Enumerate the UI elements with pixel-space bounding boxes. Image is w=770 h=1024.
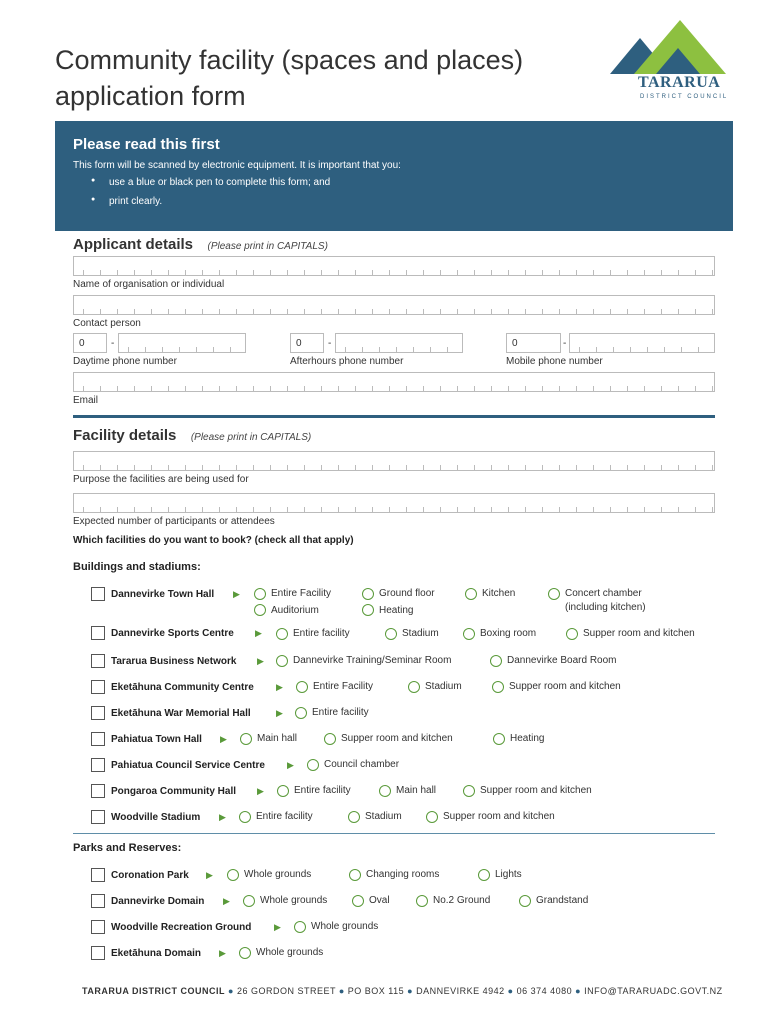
option-label: Whole grounds — [260, 895, 328, 906]
option-radio[interactable] — [493, 733, 505, 745]
venue-checkbox[interactable] — [91, 758, 105, 772]
option-label: Stadium — [402, 628, 439, 639]
option-radio[interactable] — [276, 628, 288, 640]
applicant-section-header — [73, 236, 328, 254]
organisation-label: Name of organisation or individual — [73, 279, 225, 290]
option-radio[interactable] — [295, 707, 307, 719]
arrow-icon: ▶ — [220, 734, 227, 744]
afterhours-phone-field[interactable] — [335, 333, 463, 353]
option-label: Oval — [369, 895, 390, 906]
option-radio[interactable] — [240, 733, 252, 745]
park-name: Woodville Recreation Ground — [111, 922, 252, 933]
logo-subtitle: DISTRICT COUNCIL — [640, 94, 729, 100]
option-radio[interactable] — [239, 947, 251, 959]
option-radio[interactable] — [352, 895, 364, 907]
venue-checkbox[interactable] — [91, 587, 105, 601]
council-logo — [608, 18, 730, 102]
venue-checkbox[interactable] — [91, 626, 105, 640]
park-checkbox[interactable] — [91, 946, 105, 960]
option-radio[interactable] — [478, 869, 490, 881]
venue-name: Dannevirke Sports Centre — [111, 628, 234, 639]
footer-phone: 06 374 4080 — [516, 986, 573, 996]
option-radio[interactable] — [243, 895, 255, 907]
option-radio[interactable] — [566, 628, 578, 640]
option-label: Dannevirke Training/Seminar Room — [293, 655, 452, 666]
option-radio[interactable] — [307, 759, 319, 771]
option-radio[interactable] — [463, 628, 475, 640]
arrow-icon: ▶ — [219, 812, 226, 822]
option-label: Grandstand — [536, 895, 589, 906]
buildings-heading: Buildings and stadiums: — [73, 561, 201, 573]
applicant-title: Applicant details — [73, 236, 194, 253]
contact-person-label: Contact person — [73, 318, 141, 329]
park-name: Dannevirke Domain — [111, 896, 205, 907]
arrow-icon: ▶ — [233, 589, 240, 599]
organisation-field[interactable] — [73, 256, 715, 276]
option-label: Entire facility — [294, 785, 351, 796]
option-label: Entire facility — [312, 707, 369, 718]
email-field[interactable] — [73, 372, 715, 392]
afterhours-phone-label: Afterhours phone number — [290, 356, 404, 367]
option-label: Boxing room — [480, 628, 537, 639]
mobile-separator: - — [563, 338, 567, 349]
afterhours-prefix: 0 — [296, 338, 302, 349]
option-label: Ground floor — [379, 588, 435, 599]
option-label: Main hall — [257, 733, 298, 744]
footer-org: TARARUA DISTRICT COUNCIL — [82, 986, 225, 996]
logo-name: TARARUA — [638, 74, 721, 91]
capitals-note: (Please print in CAPITALS) — [207, 241, 328, 252]
footer-email: INFO@TARARUADC.GOVT.NZ — [584, 986, 723, 996]
venue-checkbox[interactable] — [91, 680, 105, 694]
venue-name: Pahiatua Town Hall — [111, 734, 202, 745]
participants-label: Expected number of participants or attendees — [73, 516, 275, 527]
option-label: Heating — [510, 733, 545, 744]
mobile-phone-field[interactable] — [569, 333, 715, 353]
arrow-icon: ▶ — [255, 628, 262, 638]
arrow-icon: ▶ — [287, 760, 294, 770]
option-label: Stadium — [425, 681, 462, 692]
facility-title: Facility details — [73, 427, 177, 444]
footer-city: DANNEVIRKE 4942 — [416, 986, 505, 996]
option-label: Entire facility — [293, 628, 350, 639]
option-radio[interactable] — [463, 785, 475, 797]
venue-checkbox[interactable] — [91, 810, 105, 824]
option-radio[interactable] — [254, 604, 266, 616]
arrow-icon: ▶ — [223, 896, 230, 906]
banner-list — [73, 177, 715, 207]
venue-checkbox[interactable] — [91, 654, 105, 668]
option-label: Entire facility — [256, 811, 313, 822]
contact-person-field[interactable] — [73, 295, 715, 315]
footer-address: 26 GORDON STREET — [236, 986, 336, 996]
option-label: Whole grounds — [311, 921, 379, 932]
park-checkbox[interactable] — [91, 920, 105, 934]
option-label-continued: (including kitchen) — [565, 602, 646, 613]
option-label: No.2 Ground — [433, 895, 491, 906]
option-label: Supper room and kitchen — [341, 733, 453, 744]
venue-name: Pongaroa Community Hall — [111, 786, 237, 797]
park-name: Coronation Park — [111, 870, 189, 881]
park-checkbox[interactable] — [91, 894, 105, 908]
option-label: Kitchen — [482, 588, 516, 599]
option-label: Whole grounds — [256, 947, 324, 958]
option-label: Auditorium — [271, 605, 319, 616]
option-label: Supper room and kitchen — [480, 785, 592, 796]
option-radio[interactable] — [254, 588, 266, 600]
option-label: Council chamber — [324, 759, 400, 770]
option-radio[interactable] — [519, 895, 531, 907]
banner-intro: This form will be scanned by electronic equipment. It is important that you: — [73, 160, 401, 171]
venue-name: Dannevirke Town Hall — [111, 589, 215, 600]
mobile-prefix: 0 — [512, 338, 518, 349]
purpose-label: Purpose the facilities are being used for — [73, 474, 249, 485]
mountains-icon — [608, 18, 730, 78]
venue-name: Woodville Stadium — [111, 812, 201, 823]
venue-checkbox[interactable] — [91, 732, 105, 746]
option-radio[interactable] — [348, 811, 360, 823]
option-label: Heating — [379, 605, 414, 616]
option-radio[interactable] — [239, 811, 251, 823]
instructions-banner — [55, 121, 733, 231]
option-label: Changing rooms — [366, 869, 440, 880]
option-radio[interactable] — [227, 869, 239, 881]
option-radio[interactable] — [490, 655, 502, 667]
option-radio[interactable] — [385, 628, 397, 640]
capitals-note: (Please print in CAPITALS) — [190, 432, 312, 443]
option-radio[interactable] — [294, 921, 306, 933]
arrow-icon: ▶ — [219, 948, 226, 958]
daytime-separator: - — [111, 338, 115, 349]
option-radio[interactable] — [349, 869, 361, 881]
option-label: Dannevirke Board Room — [507, 655, 617, 666]
option-label: Stadium — [365, 811, 402, 822]
daytime-phone-field[interactable] — [118, 333, 246, 353]
option-radio[interactable] — [416, 895, 428, 907]
option-radio[interactable] — [465, 588, 477, 600]
participants-field[interactable] — [73, 493, 715, 513]
option-radio[interactable] — [277, 785, 289, 797]
option-radio[interactable] — [408, 681, 420, 693]
footer-pobox: PO BOX 115 — [347, 986, 405, 996]
option-radio[interactable] — [362, 588, 374, 600]
option-radio[interactable] — [492, 681, 504, 693]
park-name: Eketāhuna Domain — [111, 948, 202, 959]
facilities-question: Which facilities do you want to book? (check all that apply) — [73, 535, 354, 546]
venue-name: Pahiatua Council Service Centre — [111, 760, 265, 771]
arrow-icon: ▶ — [206, 870, 213, 880]
page-title: Community facility (spaces and places) application form — [55, 45, 524, 111]
parks-heading: Parks and Reserves: — [73, 842, 182, 854]
parks-divider — [73, 833, 715, 834]
option-label: Entire Facility — [271, 588, 332, 599]
banner-bullet: ● use a blue or black pen to complete this form; and — [91, 177, 715, 188]
section-divider — [73, 415, 715, 418]
option-radio[interactable] — [548, 588, 560, 600]
arrow-icon: ▶ — [276, 708, 283, 718]
daytime-prefix: 0 — [79, 338, 85, 349]
option-radio[interactable] — [362, 604, 374, 616]
facility-section-header — [73, 427, 311, 445]
option-label: Supper room and kitchen — [583, 628, 695, 639]
venue-checkbox[interactable] — [91, 706, 105, 720]
option-label: Supper room and kitchen — [443, 811, 555, 822]
option-radio[interactable] — [426, 811, 438, 823]
venue-checkbox[interactable] — [91, 784, 105, 798]
option-label: Supper room and kitchen — [509, 681, 621, 692]
arrow-icon: ▶ — [257, 656, 264, 666]
option-label: Entire Facility — [313, 681, 374, 692]
venue-name: Tararua Business Network — [111, 656, 237, 667]
banner-bullet: ● print clearly. — [91, 196, 715, 207]
email-label: Email — [73, 395, 99, 406]
banner-heading: Please read this first — [73, 136, 220, 153]
option-radio[interactable] — [296, 681, 308, 693]
option-radio[interactable] — [276, 655, 288, 667]
option-label: Whole grounds — [244, 869, 312, 880]
option-label: Concert chamber — [565, 588, 642, 599]
venue-name: Eketāhuna War Memorial Hall — [111, 708, 251, 719]
purpose-field[interactable] — [73, 451, 715, 471]
mobile-phone-label: Mobile phone number — [506, 356, 603, 367]
footer: TARARUA DISTRICT COUNCIL ● 26 GORDON STREET ● PO BOX 115 ● DANNEVIRKE 4942 ● 06 374 4080 ● INFO@TARARUADC.GOVT.NZ — [82, 986, 723, 996]
arrow-icon: ▶ — [276, 682, 283, 692]
option-label: Main hall — [396, 785, 437, 796]
option-radio[interactable] — [324, 733, 336, 745]
daytime-phone-label: Daytime phone number — [73, 356, 177, 367]
venue-name: Eketāhuna Community Centre — [111, 682, 254, 693]
arrow-icon: ▶ — [257, 786, 264, 796]
afterhours-separator: - — [328, 338, 332, 349]
option-label: Lights — [495, 869, 522, 880]
arrow-icon: ▶ — [274, 922, 281, 932]
park-checkbox[interactable] — [91, 868, 105, 882]
option-radio[interactable] — [379, 785, 391, 797]
